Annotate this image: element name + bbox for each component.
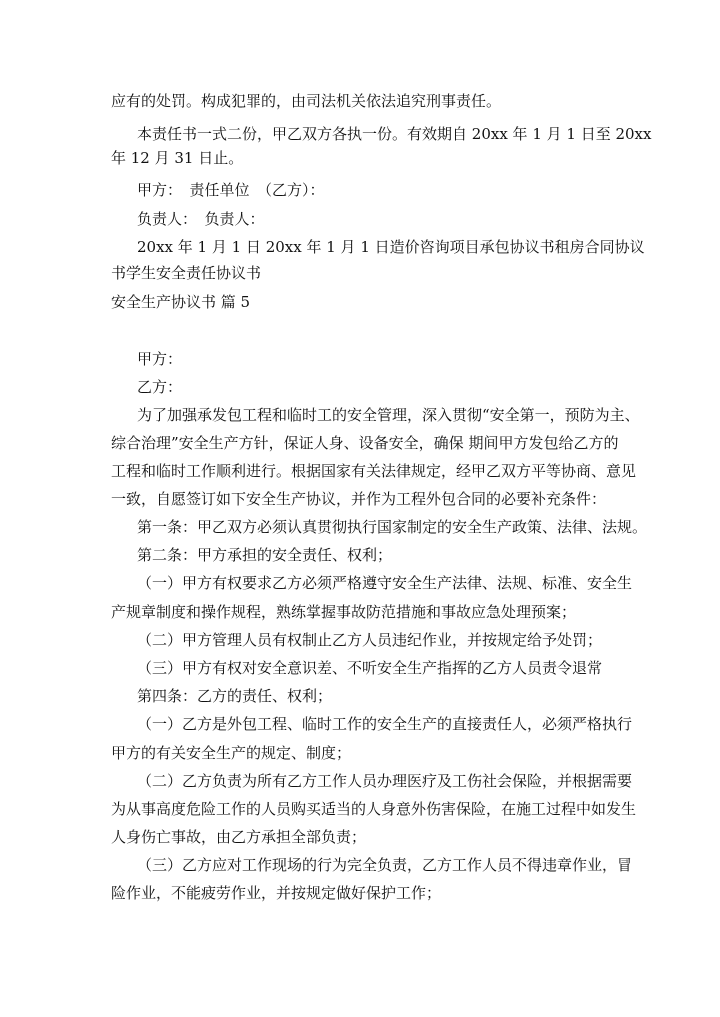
text-line: 负责人： 负责人： (137, 210, 265, 228)
text-line: 险作业，不能疲劳作业，并按规定做好保护工作； (111, 884, 442, 902)
text-line: 乙方： (137, 378, 183, 396)
text-line: （三）乙方应对工作现场的行为完全负责，乙方工作人员不得违章作业，冒 (137, 856, 633, 874)
text-line: 第一条：甲乙双方必须认真贯彻执行国家制定的安全生产政策、法律、法规。 (137, 518, 648, 536)
text-line: 人身伤亡事故，由乙方承担全部负责； (111, 828, 367, 846)
text-line: 第四条：乙方的责任、权利； (137, 687, 333, 705)
text-line: 一致，自愿签订如下安全生产协议，并作为工程外包合同的必要补充条件： (111, 490, 607, 508)
text-line: 为从事高度危险工作的人员购买适当的人身意外伤害保险，在施工过程中如发生 (111, 800, 637, 818)
text-line: 甲方： (137, 350, 183, 368)
text-line: 产规章制度和操作规程，熟练掌握事故防范措施和事故应急处理预案； (111, 603, 577, 621)
text-line: 20xx 年 1 月 1 日 20xx 年 1 月 1 日造价咨询项目承包协议书租房合同协议 (137, 238, 645, 256)
text-line: （一）甲方有权要求乙方必须严格遵守安全生产法律、法规、标准、安全生 (137, 574, 633, 592)
text-line: （二）甲方管理人员有权制止乙方人员违纪作业，并按规定给予处罚； (137, 631, 603, 649)
text-line: （一）乙方是外包工程、临时工作的安全生产的直接责任人，必须严格执行 (137, 715, 633, 733)
text-line: 甲方： 责任单位 （乙方）： (137, 181, 325, 199)
text-line: 应有的处罚。构成犯罪的，由司法机关依法追究刑事责任。 (111, 92, 502, 110)
text-line: 工程和临时工作顺利进行。根据国家有关法律规定，经甲乙双方平等协商、意见 (111, 462, 637, 480)
text-line: 书学生安全责任协议书 (111, 264, 262, 282)
text-line: 为了加强承发包工程和临时工的安全管理，深入贯彻“安全第一，预防为主、 (137, 406, 640, 424)
text-line: 年 12 月 31 日止。 (111, 149, 244, 167)
text-line: 本责任书一式二份，甲乙双方各执一份。有效期自 20xx 年 1 月 1 日至 20xx (137, 125, 652, 143)
text-line: 甲方的有关安全生产的规定、制度； (111, 744, 352, 762)
text-line: （三）甲方有权对安全意识差、不听安全生产指挥的乙方人员责令退常 (137, 659, 603, 677)
text-line: （二）乙方负责为所有乙方工作人员办理医疗及工伤社会保险，并根据需要 (137, 772, 633, 790)
section-heading: 安全生产协议书 篇 5 (111, 293, 251, 311)
text-line: 综合治理”安全生产方针，保证人身、设备安全，确保 期间甲方发包给乙方的 (111, 434, 619, 452)
text-line: 第二条：甲方承担的安全责任、权利； (137, 546, 393, 564)
